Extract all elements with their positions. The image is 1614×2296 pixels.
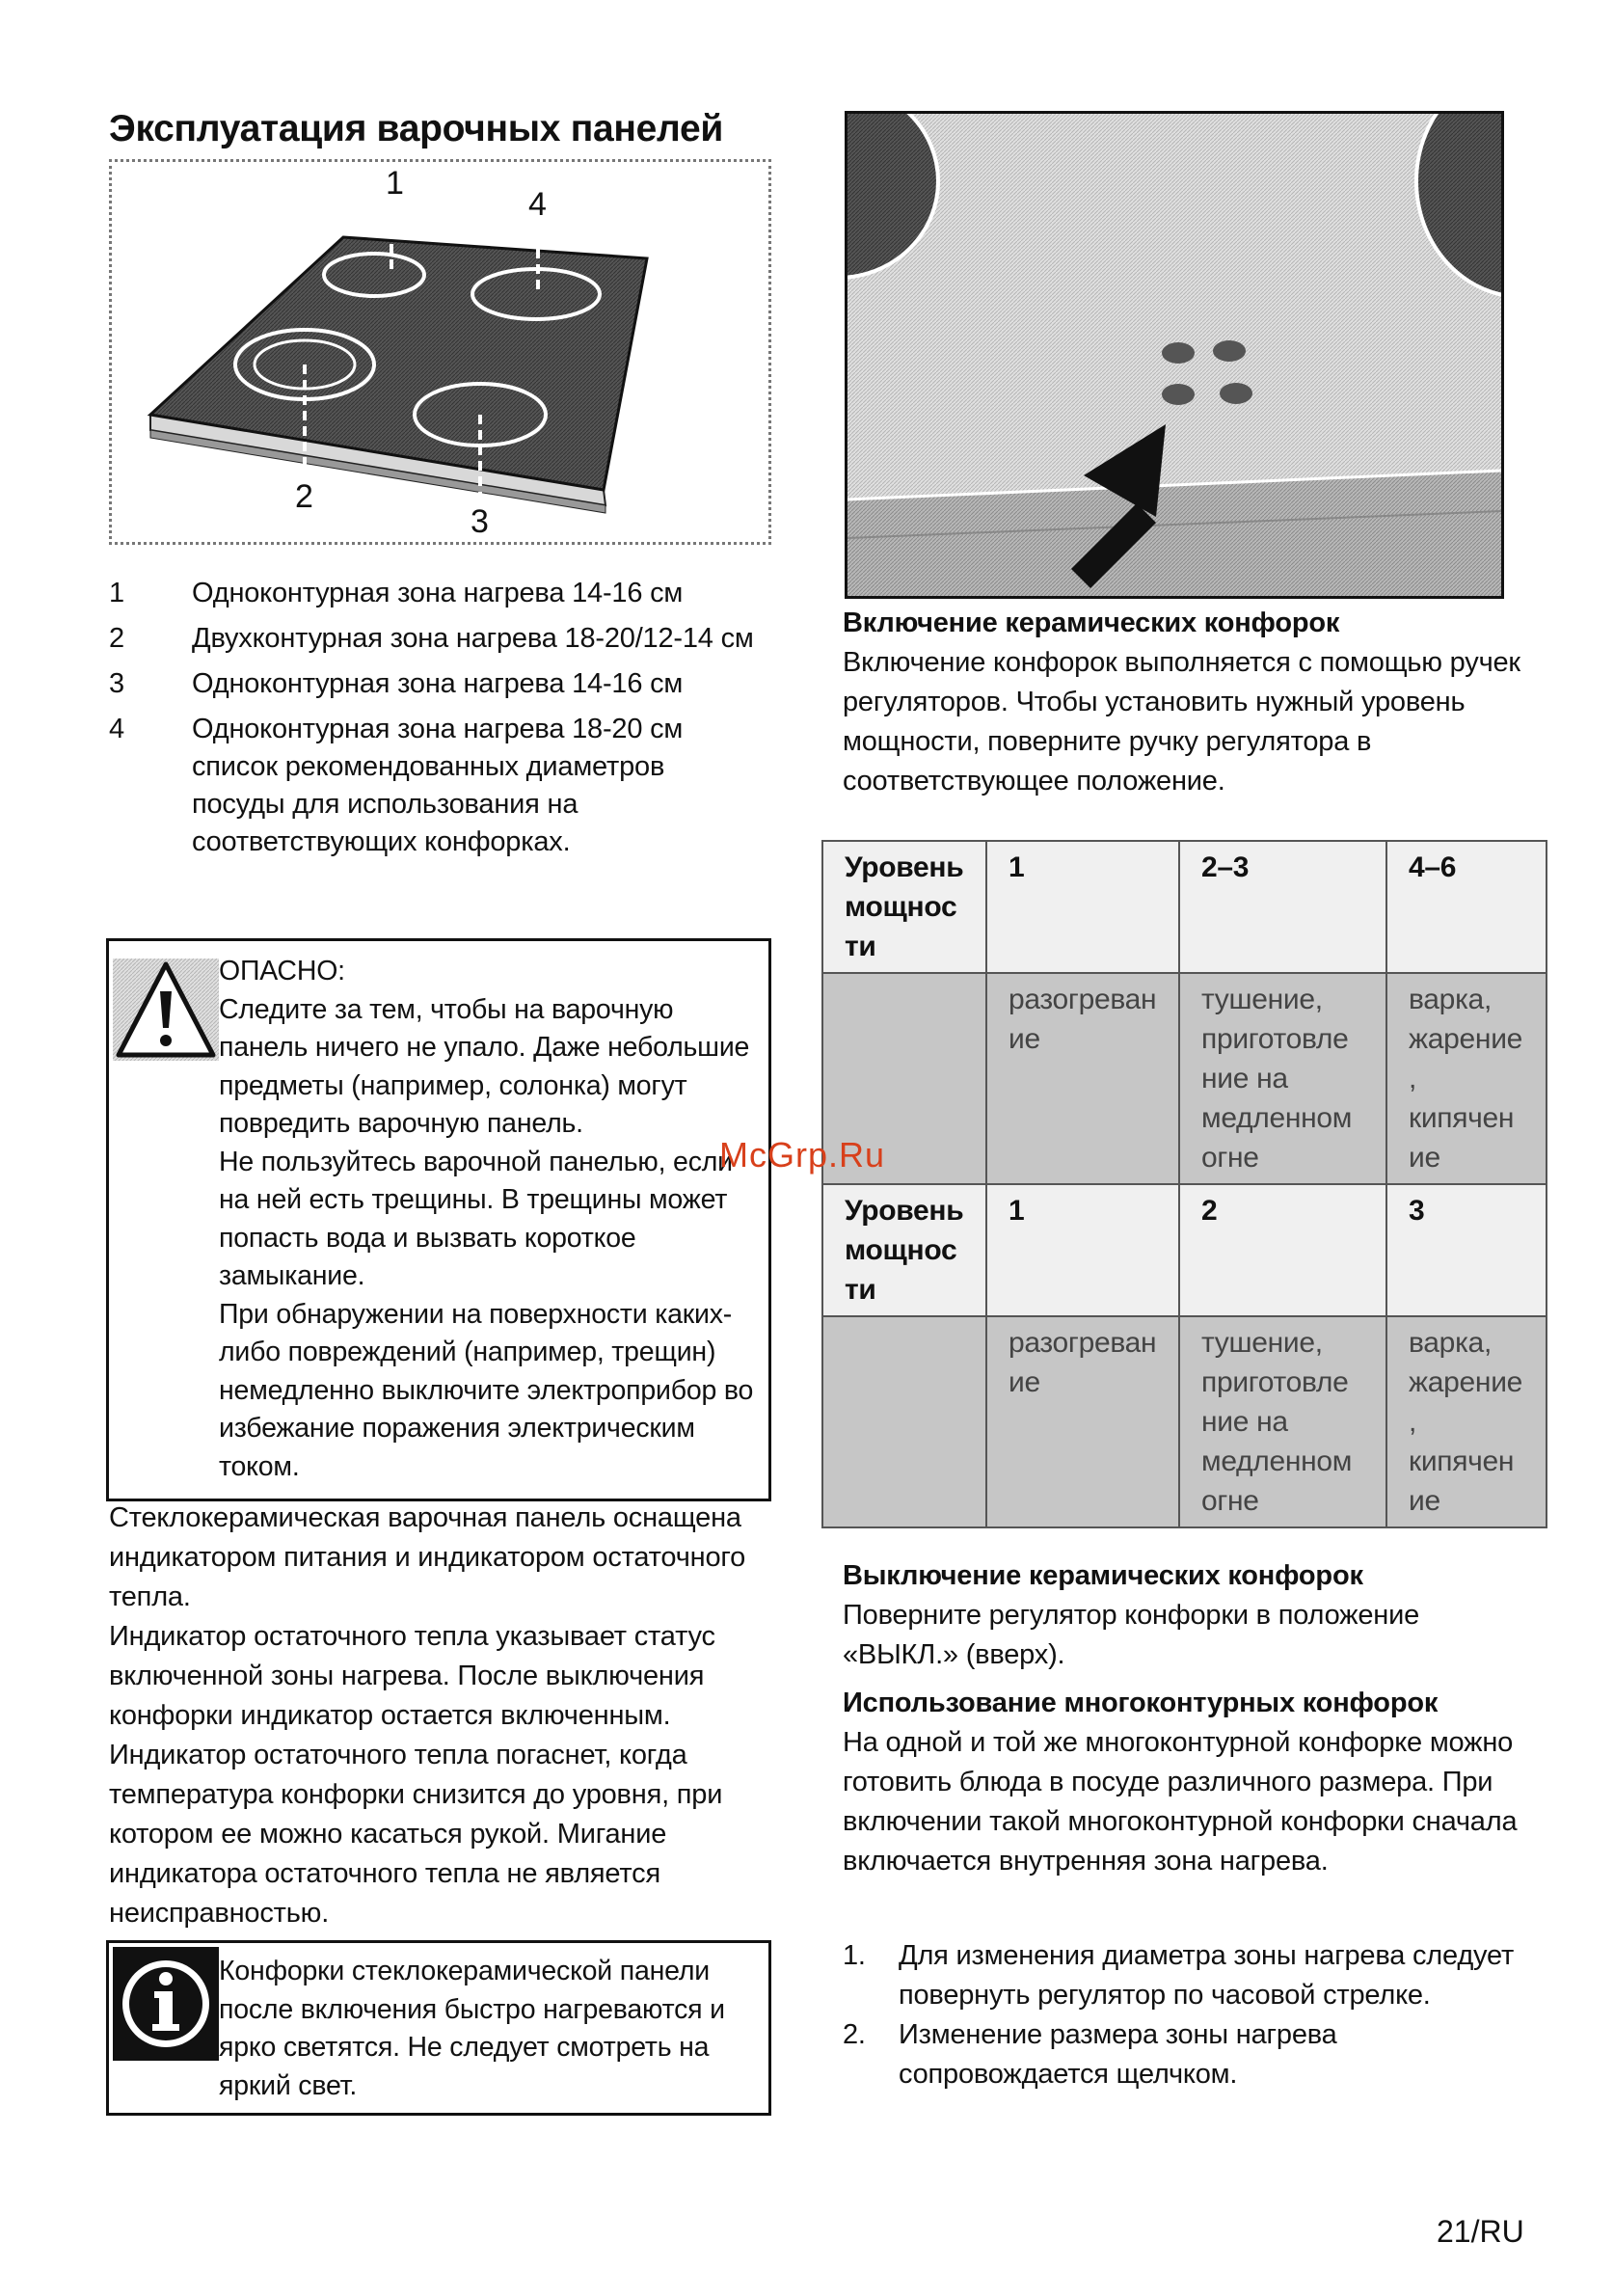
legend-item	[109, 575, 784, 612]
legend-item	[109, 620, 784, 658]
table-cell: 4–6	[1386, 841, 1547, 973]
table-cell: разогреван ие	[986, 1316, 1179, 1527]
legend-item	[109, 711, 713, 861]
indicator-dot-3	[1162, 384, 1195, 405]
list-text: Изменение размера зоны нагрева сопровождается щелчком.	[899, 2019, 1337, 2090]
table-cell: 2–3	[1179, 841, 1386, 973]
switch-off-heading: Выключение керамических конфорок	[843, 1560, 1363, 1591]
table-row	[822, 1184, 1547, 1316]
warning-triangle-icon	[113, 959, 219, 1061]
list-number: 2.	[843, 2019, 866, 2050]
table-cell	[822, 1316, 986, 1527]
multi-zone-steps	[843, 1936, 1537, 2094]
legend-text: Одноконтурная зона нагрева 18-20 см список рекомендованных диаметров посуды для использования на соответствующих конфорках.	[192, 714, 684, 857]
danger-label: ОПАСНО:	[219, 956, 345, 986]
table-row	[822, 1316, 1547, 1527]
table-cell: Уровень мощнос ти	[822, 1184, 986, 1316]
indicator-dot-4	[1220, 383, 1252, 404]
table-cell: тушение, приготовле ние на медленном огне	[1179, 1316, 1386, 1527]
power-levels-table	[821, 840, 1547, 1528]
indicator-paragraph-2: Индикатор остаточного тепла указывает статус включенной зоны нагрева. После выключения конфорки индикатор остается включенным. Индикатор остаточного тепла погаснет, когда температура конфорки снизится до уровня, при котором ее можно касаться рукой. Мигание индикатора остаточного тепла не является неисправностью.	[109, 1621, 723, 1929]
switch-off-section	[843, 1556, 1537, 1675]
callout-2: 2	[295, 478, 313, 515]
zone-legend	[109, 575, 784, 869]
danger-warning-box	[106, 938, 771, 1501]
legend-text: Одноконтурная зона нагрева 14-16 см	[192, 668, 684, 699]
table-cell: 1	[986, 1184, 1179, 1316]
hob-diagram	[109, 159, 771, 545]
indicator-dot-2	[1213, 340, 1246, 362]
list-text: Для изменения диаметра зоны нагрева следует повернуть регулятор по часовой стрелке.	[899, 1940, 1515, 2011]
info-text: Конфорки стеклокерамической панели после включения быстро нагреваются и ярко светятся. Не следует смотреть на яркий свет.	[219, 1956, 725, 2101]
legend-number: 2	[109, 623, 124, 654]
hob-drawing	[112, 162, 768, 542]
info-note-box	[106, 1940, 771, 2116]
multi-zone-text: На одной и той же многоконтурной конфорке можно готовить блюда в посуде различного размера. При включении такой многоконтурной конфорки сначала включается внутренняя зона нагрева.	[843, 1727, 1518, 1877]
page-title: Эксплуатация варочных панелей	[109, 108, 724, 149]
control-knobs-drawing	[847, 114, 1501, 596]
table-cell: варка, жарение , кипячен ие	[1386, 1316, 1547, 1527]
table-row	[822, 973, 1547, 1184]
legend-text: Двухконтурная зона нагрева 18-20/12-14 см	[192, 623, 754, 654]
indicator-dot-1	[1162, 342, 1195, 364]
switch-on-text: Включение конфорок выполняется с помощью ручек регуляторов. Чтобы установить нужный уровень мощности, поверните ручку регулятора в соответствующее положение.	[843, 647, 1520, 797]
table-cell: 3	[1386, 1184, 1547, 1316]
table-cell: варка, жарение , кипячен ие	[1386, 973, 1547, 1184]
info-icon	[113, 1947, 219, 2061]
list-number: 1.	[843, 1940, 866, 1971]
switch-on-heading: Включение керамических конфорок	[843, 608, 1340, 638]
multi-zone-section	[843, 1684, 1537, 1881]
table-row	[822, 841, 1547, 973]
danger-paragraph-2: Не пользуйтесь варочной панелью, если на ней есть трещины. В трещины может попасть вода и вызвать короткое замыкание.	[219, 1146, 733, 1291]
multi-zone-heading: Использование многоконтурных конфорок	[843, 1688, 1439, 1718]
switch-on-section	[843, 604, 1537, 801]
legend-number: 3	[109, 668, 124, 699]
list-item	[843, 2015, 1537, 2094]
table-cell: 2	[1179, 1184, 1386, 1316]
legend-number: 4	[109, 714, 124, 744]
danger-paragraph-3: При обнаружении на поверхности каких-либо повреждений (например, трещин) немедленно выключите электроприбор во избежание поражения электрическим током.	[219, 1298, 754, 1482]
table-cell: Уровень мощнос ти	[822, 841, 986, 973]
list-item	[843, 1936, 1537, 2015]
callout-3: 3	[471, 503, 489, 540]
callout-4: 4	[528, 186, 547, 223]
page-number: 21/RU	[1437, 2214, 1524, 2249]
callout-1: 1	[386, 165, 404, 202]
table-cell: тушение, приготовле ние на медленном огне	[1179, 973, 1386, 1184]
indicator-paragraph-1: Стеклокерамическая варочная панель оснащена индикатором питания и индикатором остаточного тепла.	[109, 1502, 746, 1612]
legend-number: 1	[109, 578, 124, 608]
watermark: McGrp.Ru	[719, 1135, 886, 1175]
table-cell: 1	[986, 841, 1179, 973]
switch-off-text: Поверните регулятор конфорки в положение «ВЫКЛ.» (вверх).	[843, 1600, 1420, 1670]
legend-text: Одноконтурная зона нагрева 14-16 см	[192, 578, 684, 608]
danger-paragraph-1: Следите за тем, чтобы на варочную панель ничего не упало. Даже небольшие предметы (например, солонка) могут повредить варочную панель.	[219, 993, 750, 1139]
legend-item	[109, 665, 784, 703]
table-cell: разогреван ие	[986, 973, 1179, 1184]
indicator-section	[109, 1499, 784, 1933]
control-knobs-photo	[845, 111, 1504, 599]
